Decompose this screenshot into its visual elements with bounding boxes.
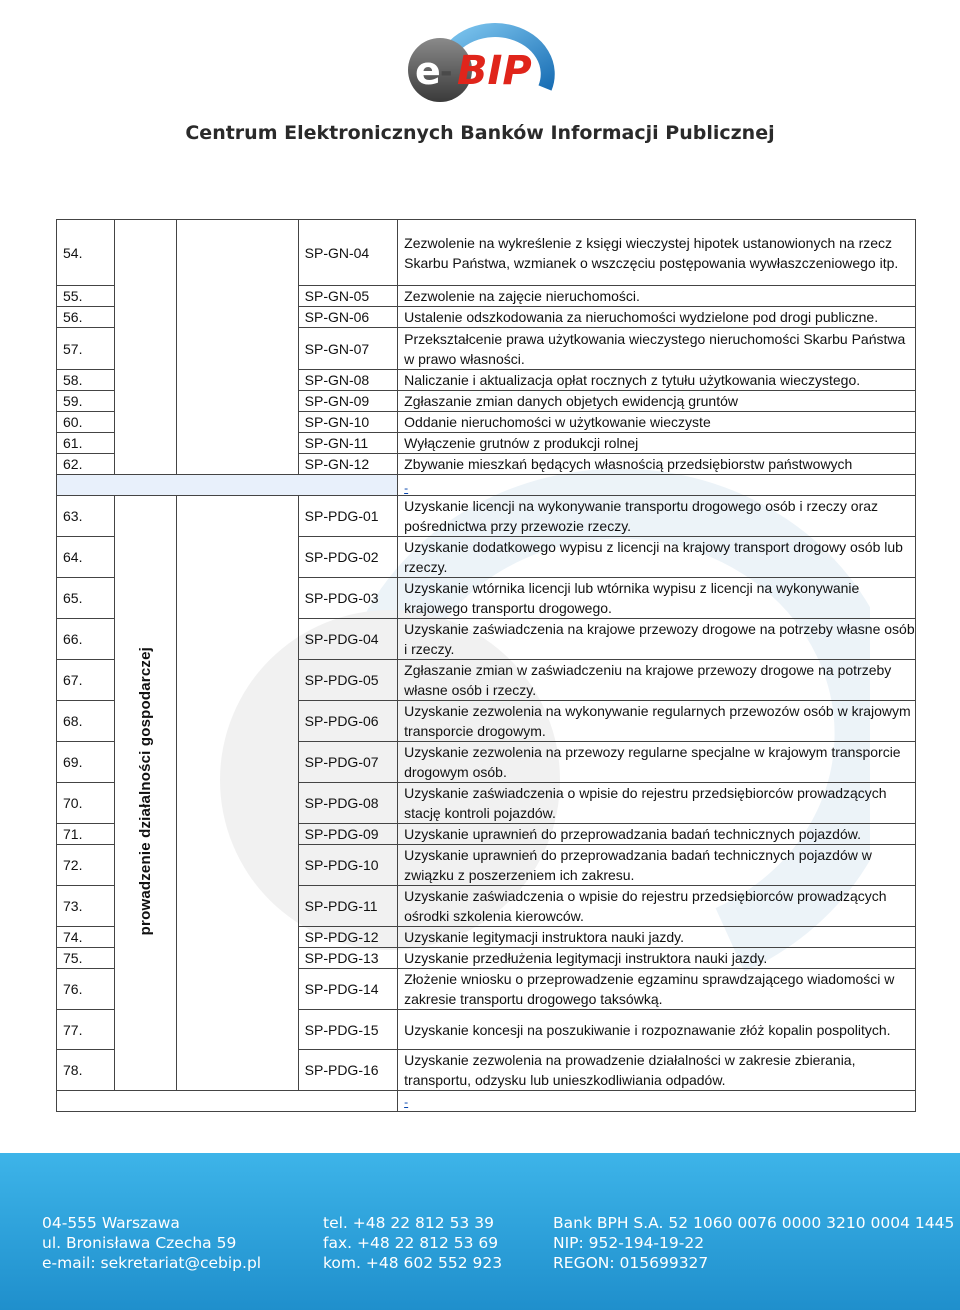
footer-regon: REGON: 015699327 [553,1254,709,1272]
service-description: Zezwolenie na wykreślenie z księgi wieczystej hipotek ustanowionych na rzecz Skarbu Państwa, wzmianek o wszczęciu postępowania wywłaszczeniowego itp. [398,220,916,286]
service-code: SP-PDG-12 [298,927,398,948]
svg-text:e: e [415,49,441,93]
ebip-logo [385,10,575,110]
row-number: 63. [57,496,115,537]
service-description: Wyłączenie grutnów z produkcji rolnej [398,433,916,454]
anchor-link[interactable]: - [404,1095,409,1109]
service-code: SP-PDG-06 [298,701,398,742]
service-description: Uzyskanie zezwolenia na prowadzenie działalności w zakresie zbierania, transportu, odzysku lub unieszkodliwiania odpadów. [398,1050,916,1091]
service-description: Ustalenie odszkodowania za nieruchomości wydzielone pod drogi publiczne. [398,307,916,328]
subcategory-cell [176,496,298,1091]
row-number: 66. [57,619,115,660]
category-label-pdg: prowadzenie działalności gospodarczej [136,647,154,936]
service-code: SP-PDG-04 [298,619,398,660]
row-number: 56. [57,307,115,328]
service-description: Uzyskanie zaświadczenia o wpisie do rejestru przedsiębiorców prowadzących stację kontroli pojazdów. [398,783,916,824]
service-code: SP-GN-12 [298,454,398,475]
service-description: Uzyskanie zaświadczenia o wpisie do rejestru przedsiębiorców prowadzących ośrodki szkolenia kierowców. [398,886,916,927]
table-row [57,220,916,286]
service-code: SP-PDG-09 [298,824,398,845]
gap-cell [57,475,398,496]
gap-link-cell [398,1091,916,1112]
svg-text:BIP: BIP [457,48,532,94]
row-number: 55. [57,286,115,307]
service-code: SP-PDG-13 [298,948,398,969]
gap-cell [57,1091,398,1112]
row-number: 69. [57,742,115,783]
service-description: Złożenie wniosku o przeprowadzenie egzaminu sprawdzającego wiadomości w zakresie transportu drogowego taksówką. [398,969,916,1010]
service-description: Uzyskanie koncesji na poszukiwanie i rozpoznawanie złóż kopalin pospolitych. [398,1010,916,1050]
row-number: 65. [57,578,115,619]
service-code: SP-PDG-16 [298,1050,398,1091]
row-number: 74. [57,927,115,948]
service-description: Uzyskanie przedłużenia legitymacji instruktora nauki jazdy. [398,948,916,969]
footer-nip: NIP: 952-194-19-22 [553,1234,705,1252]
services-table [56,219,916,1112]
category-cell [114,496,176,1091]
service-description: Uzyskanie uprawnień do przeprowadzania badań technicznych pojazdów w związku z poszerzeniem ich zakresu. [398,845,916,886]
service-code: SP-GN-08 [298,370,398,391]
footer-email[interactable]: e-mail: sekretariat@cebip.pl [42,1254,262,1272]
row-number: 57. [57,328,115,370]
category-cell [114,220,176,475]
footer-bank-account: Bank BPH S.A. 52 1060 0076 0000 3210 0004 1445 [553,1214,955,1232]
service-description: Uzyskanie licencji na wykonywanie transportu drogowego osób i rzeczy oraz pośrednictwa przy przewozie rzeczy. [398,496,916,537]
row-number: 76. [57,969,115,1010]
footer-city: 04-555 Warszawa [42,1214,180,1232]
anchor-link[interactable]: - [404,481,409,495]
footer-address [42,1213,261,1273]
service-code: SP-GN-04 [298,220,398,286]
service-description: Zgłaszanie zmian danych objetych ewidencją gruntów [398,391,916,412]
row-number: 73. [57,886,115,927]
service-code: SP-PDG-01 [298,496,398,537]
row-number: 75. [57,948,115,969]
row-number: 58. [57,370,115,391]
service-description: Uzyskanie wtórnika licencji lub wtórnika wypisu z licencji na wykonywanie krajowego transportu drogowego. [398,578,916,619]
service-description: Uzyskanie legitymacji instruktora nauki jazdy. [398,927,916,948]
footer-mobile: kom. +48 602 552 923 [323,1254,503,1272]
header-subtitle: Centrum Elektronicznych Banków Informacji Publicznej [185,122,775,144]
service-description: Uzyskanie dodatkowego wypisu z licencji na krajowy transport drogowy osób lub rzeczy. [398,537,916,578]
gap-link-cell [398,475,916,496]
service-description: Naliczanie i aktualizacja opłat rocznych z tytułu użytkowania wieczystego. [398,370,916,391]
service-code: SP-PDG-14 [298,969,398,1010]
row-number: 62. [57,454,115,475]
service-description: Zbywanie mieszkań będących własnością przedsiębiorstw państwowych [398,454,916,475]
footer-tel: tel. +48 22 812 53 39 [323,1214,494,1232]
row-number: 68. [57,701,115,742]
footer-bank [553,1213,954,1273]
row-number: 78. [57,1050,115,1091]
row-number: 71. [57,824,115,845]
section-end-row [57,1091,916,1112]
service-code: SP-PDG-10 [298,845,398,886]
service-code: SP-GN-09 [298,391,398,412]
page-footer [0,1153,960,1310]
service-description: Uzyskanie zezwolenia na przewozy regularne specjalne w krajowym transporcie drogowym osób. [398,742,916,783]
svg-text:-: - [440,55,453,90]
service-description: Przekształcenie prawa użytkowania wieczystego nieruchomości Skarbu Państwa w prawo własności. [398,328,916,370]
row-number: 54. [57,220,115,286]
service-code: SP-GN-10 [298,412,398,433]
row-number: 72. [57,845,115,886]
row-number: 61. [57,433,115,454]
row-number: 70. [57,783,115,824]
service-description: Zezwolenie na zajęcie nieruchomości. [398,286,916,307]
subcategory-cell [176,220,298,475]
service-description: Uzyskanie zaświadczenia na krajowe przewozy drogowe na potrzeby własne osób i rzeczy. [398,619,916,660]
service-code: SP-PDG-07 [298,742,398,783]
service-description: Uzyskanie zezwolenia na wykonywanie regularnych przewozów osób w krajowym transporcie drogowym. [398,701,916,742]
table-row [57,496,916,537]
row-number: 67. [57,660,115,701]
service-code: SP-GN-07 [298,328,398,370]
footer-street: ul. Bronisława Czecha 59 [42,1234,237,1252]
service-code: SP-PDG-05 [298,660,398,701]
row-number: 64. [57,537,115,578]
service-code: SP-GN-05 [298,286,398,307]
service-code: SP-PDG-02 [298,537,398,578]
footer-phones [323,1213,502,1273]
service-code: SP-GN-06 [298,307,398,328]
row-number: 77. [57,1010,115,1050]
row-number: 59. [57,391,115,412]
service-code: SP-PDG-11 [298,886,398,927]
service-code: SP-PDG-08 [298,783,398,824]
service-code: SP-PDG-03 [298,578,398,619]
footer-fax: fax. +48 22 812 53 69 [323,1234,499,1252]
page-header [0,0,960,160]
row-number: 60. [57,412,115,433]
service-description: Oddanie nieruchomości w użytkowanie wieczyste [398,412,916,433]
section-gap-row [57,475,916,496]
service-description: Uzyskanie uprawnień do przeprowadzania badań technicznych pojazdów. [398,824,916,845]
service-description: Zgłaszanie zmian w zaświadczeniu na krajowe przewozy drogowe na potrzeby własne osób i rzeczy. [398,660,916,701]
service-code: SP-GN-11 [298,433,398,454]
service-code: SP-PDG-15 [298,1010,398,1050]
